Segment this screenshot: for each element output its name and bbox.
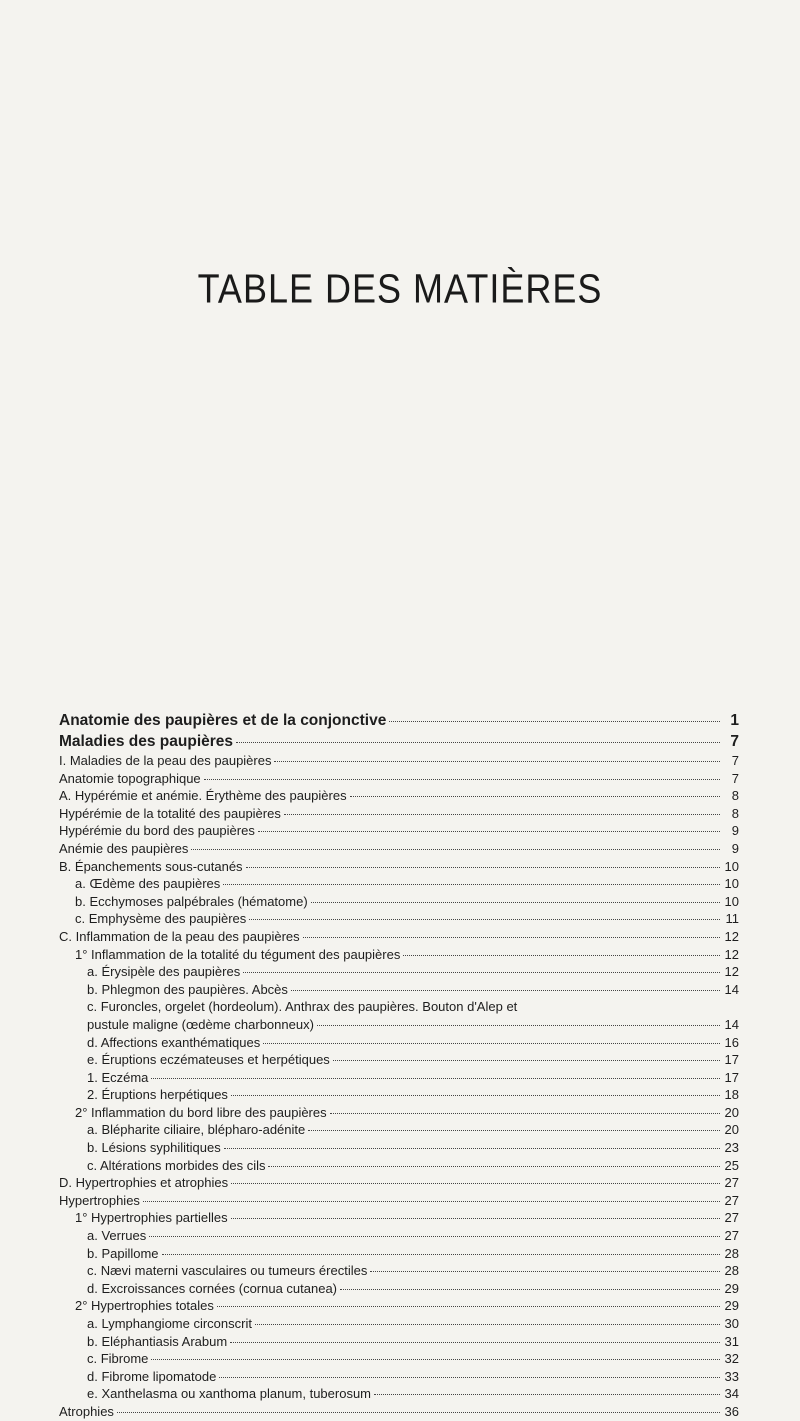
toc-entry: [59, 1086, 739, 1104]
toc-entry-title: 2. Éruptions herpétiques: [87, 1087, 228, 1103]
dot-leader: [274, 761, 720, 762]
toc-entry-page: 20: [724, 1122, 739, 1138]
toc-entry-title: 1° Hypertrophies partielles: [75, 1210, 228, 1226]
toc-entry-page: 7: [731, 753, 739, 768]
dot-leader: [243, 972, 720, 973]
toc-entry-title: a. Lymphangiome circonscrit: [87, 1316, 252, 1331]
toc-entry: [59, 1069, 739, 1087]
dot-leader: [284, 814, 720, 815]
toc-entry-title: pustule maligne (œdème charbonneux): [87, 1016, 314, 1032]
toc-entry: [59, 1333, 739, 1351]
toc-entry: [59, 1016, 739, 1034]
toc-entry: [59, 1385, 739, 1403]
toc-entry: [59, 910, 739, 928]
toc-entry-page: 17: [724, 1052, 739, 1068]
toc-entry-page: 1: [730, 712, 739, 729]
toc-entry-title: b. Ecchymoses palpébrales (hématome): [75, 893, 308, 909]
dot-leader: [263, 1043, 720, 1044]
dot-leader: [217, 1306, 720, 1307]
toc-entry-page: 30: [724, 1316, 739, 1331]
dot-leader: [231, 1218, 720, 1219]
toc-entry-title: Atrophies: [59, 1403, 114, 1419]
toc-entry: [59, 1403, 739, 1421]
toc-entry-title: b. Lésions syphilitiques: [87, 1140, 221, 1156]
toc-entry-title: c. Fibrome: [87, 1351, 149, 1367]
dot-leader: [236, 742, 720, 743]
toc-entry: [59, 981, 739, 999]
toc-entry-page: 31: [724, 1333, 739, 1349]
toc-entry-title: 2° Inflammation du bord libre des paupières: [75, 1104, 327, 1120]
dot-leader: [258, 831, 720, 832]
dot-leader: [303, 937, 720, 938]
toc-entry-title: b. Papillome: [87, 1245, 159, 1261]
dot-leader: [403, 955, 720, 956]
toc-entry-title: c. Altérations morbides des cils: [87, 1157, 266, 1173]
toc-entry: [59, 840, 739, 858]
dot-leader: [374, 1394, 720, 1395]
toc-entry: [59, 822, 739, 840]
toc-entry: [59, 1157, 739, 1175]
dot-leader: [389, 721, 720, 722]
dot-leader: [330, 1113, 720, 1114]
toc-entry: [59, 946, 739, 964]
toc-entry: [59, 787, 739, 805]
dot-leader: [340, 1289, 720, 1290]
toc-entry-page: 27: [724, 1175, 739, 1191]
toc-entry-title: Maladies des paupières: [59, 733, 234, 750]
dot-leader: [224, 1148, 720, 1149]
toc-entry-title: 1° Inflammation de la totalité du tégument des paupières: [75, 946, 401, 962]
toc-entry-page: 20: [724, 1104, 739, 1120]
toc-entry-page: 27: [724, 1210, 739, 1226]
toc-entry-page: 29: [724, 1280, 739, 1296]
toc-entry: [59, 963, 739, 981]
toc-entry-title: c. Emphysème des paupières: [75, 911, 247, 927]
dot-leader: [223, 884, 720, 885]
toc-entry: [59, 1121, 739, 1139]
toc-entry-page: 28: [724, 1245, 739, 1261]
toc-entry: [59, 1350, 739, 1368]
toc-entry-page: 27: [724, 1228, 739, 1244]
toc-entry-title: Anémie des paupières: [59, 840, 189, 856]
toc-entry-page: 8: [731, 788, 739, 804]
dot-leader: [162, 1254, 720, 1255]
toc-entry-page: 7: [730, 733, 739, 750]
dot-leader: [151, 1078, 720, 1079]
dot-leader: [117, 1412, 720, 1413]
toc-entry: [59, 858, 739, 876]
toc-entry-title: e. Xanthelasma ou xanthoma planum, tuberosum: [87, 1386, 372, 1402]
toc-entry: [59, 893, 739, 911]
toc-entry-page: 33: [724, 1368, 739, 1384]
toc-entry-title: c. Nævi materni vasculaires ou tumeurs érectiles: [87, 1263, 368, 1279]
toc-entry-page: 27: [724, 1192, 739, 1208]
dot-leader: [230, 1342, 720, 1343]
dot-leader: [291, 990, 720, 991]
toc-entry-title: D. Hypertrophies et atrophies: [59, 1175, 229, 1191]
toc-entry-title: Hypérémie de la totalité des paupières: [59, 805, 281, 821]
toc-entry-title: a. Œdème des paupières: [75, 876, 221, 892]
toc-entry-title: d. Excroissances cornées (cornua cutanea): [87, 1280, 338, 1296]
toc-entry: [59, 1192, 739, 1210]
dot-leader: [246, 867, 720, 868]
toc-entry: [59, 1262, 739, 1280]
toc-entry: [59, 1280, 739, 1298]
dot-leader: [191, 849, 720, 850]
toc-entry-title: Anatomie topographique: [59, 770, 201, 786]
toc-entry-title: I. Maladies de la peau des paupières: [59, 753, 272, 768]
toc-entry: [59, 805, 739, 823]
dot-leader: [231, 1095, 720, 1096]
table-of-contents: [59, 710, 739, 1421]
toc-entry-page: 34: [724, 1386, 739, 1402]
dot-leader: [151, 1359, 720, 1360]
toc-entry-page: 29: [724, 1298, 739, 1314]
dot-leader: [249, 919, 720, 920]
toc-entry: [59, 752, 739, 770]
dot-leader: [308, 1130, 720, 1131]
toc-entry-title: B. Épanchements sous-cutanés: [59, 858, 243, 874]
toc-entry-title: Anatomie des paupières et de la conjonctive: [59, 712, 387, 729]
toc-entry-page: 10: [724, 893, 739, 909]
toc-entry-page: 10: [724, 858, 739, 874]
toc-entry-title: A. Hypérémie et anémie. Érythème des paupières: [59, 788, 347, 804]
toc-entry-title: C. Inflammation de la peau des paupières: [59, 928, 300, 944]
toc-entry: [59, 1297, 739, 1315]
toc-entry: [59, 1209, 739, 1227]
toc-entry-page: 18: [724, 1087, 739, 1103]
toc-entry-title: 1. Eczéma: [87, 1069, 149, 1085]
toc-entry: [59, 770, 739, 788]
toc-entry: [59, 875, 739, 893]
dot-leader: [149, 1236, 720, 1237]
toc-entry-title: a. Blépharite ciliaire, blépharo-adénite: [87, 1122, 306, 1138]
toc-entry: [59, 1227, 739, 1245]
toc-entry: [59, 998, 739, 1016]
dot-leader: [268, 1166, 720, 1167]
toc-entry-page: 7: [731, 770, 739, 786]
toc-entry-page: 32: [724, 1351, 739, 1367]
toc-entry-title: Hypérémie du bord des paupières: [59, 823, 255, 839]
dot-leader: [333, 1060, 720, 1061]
dot-leader: [204, 779, 720, 780]
toc-entry-page: 16: [724, 1034, 739, 1050]
dot-leader: [255, 1324, 720, 1325]
toc-entry-title: b. Phlegmon des paupières. Abcès: [87, 981, 288, 997]
toc-entry-page: 28: [724, 1263, 739, 1279]
toc-entry: [59, 1174, 739, 1192]
toc-entry-page: 14: [724, 1016, 739, 1032]
dot-leader: [219, 1377, 720, 1378]
toc-entry: [59, 1051, 739, 1069]
toc-entry: [59, 1139, 739, 1157]
toc-entry-page: 12: [724, 928, 739, 944]
toc-entry-title: c. Furoncles, orgelet (hordeolum). Anthrax des paupières. Bouton d'Alep et: [87, 999, 518, 1015]
toc-entry-page: 12: [724, 964, 739, 980]
toc-entry-page: 17: [724, 1069, 739, 1085]
toc-entry-title: 2° Hypertrophies totales: [75, 1298, 214, 1314]
toc-entry: [59, 928, 739, 946]
toc-entry: [59, 731, 739, 752]
toc-entry-page: 11: [725, 911, 739, 927]
dot-leader: [143, 1201, 720, 1202]
toc-entry-page: 36: [724, 1403, 739, 1419]
page-title: TABLE DES MATIÈRES: [197, 265, 603, 312]
toc-entry-title: b. Eléphantiasis Arabum: [87, 1333, 228, 1349]
dot-leader: [370, 1271, 720, 1272]
toc-entry: [59, 1245, 739, 1263]
toc-entry-page: 23: [724, 1140, 739, 1156]
dot-leader: [231, 1183, 720, 1184]
toc-entry-page: 25: [724, 1157, 739, 1173]
toc-entry-title: e. Éruptions eczémateuses et herpétiques: [87, 1052, 330, 1068]
toc-entry-title: Hypertrophies: [59, 1192, 140, 1208]
toc-entry-title: d. Affections exanthématiques: [87, 1034, 261, 1050]
toc-entry-title: a. Érysipèle des paupières: [87, 964, 241, 980]
toc-entry-title: d. Fibrome lipomatode: [87, 1368, 217, 1384]
toc-entry-page: 8: [731, 805, 739, 821]
toc-entry: [59, 1034, 739, 1052]
toc-entry-page: 12: [724, 946, 739, 962]
toc-entry-page: 9: [731, 840, 739, 856]
toc-entry: [59, 1315, 739, 1333]
dot-leader: [317, 1025, 720, 1026]
toc-entry-page: 10: [724, 876, 739, 892]
dot-leader: [350, 796, 720, 797]
toc-entry: [59, 710, 739, 731]
toc-entry: [59, 1104, 739, 1122]
toc-entry-title: a. Verrues: [87, 1228, 147, 1244]
dot-leader: [311, 902, 720, 903]
toc-entry-page: 14: [724, 981, 739, 997]
toc-entry-page: 9: [731, 823, 739, 839]
toc-entry: [59, 1368, 739, 1386]
